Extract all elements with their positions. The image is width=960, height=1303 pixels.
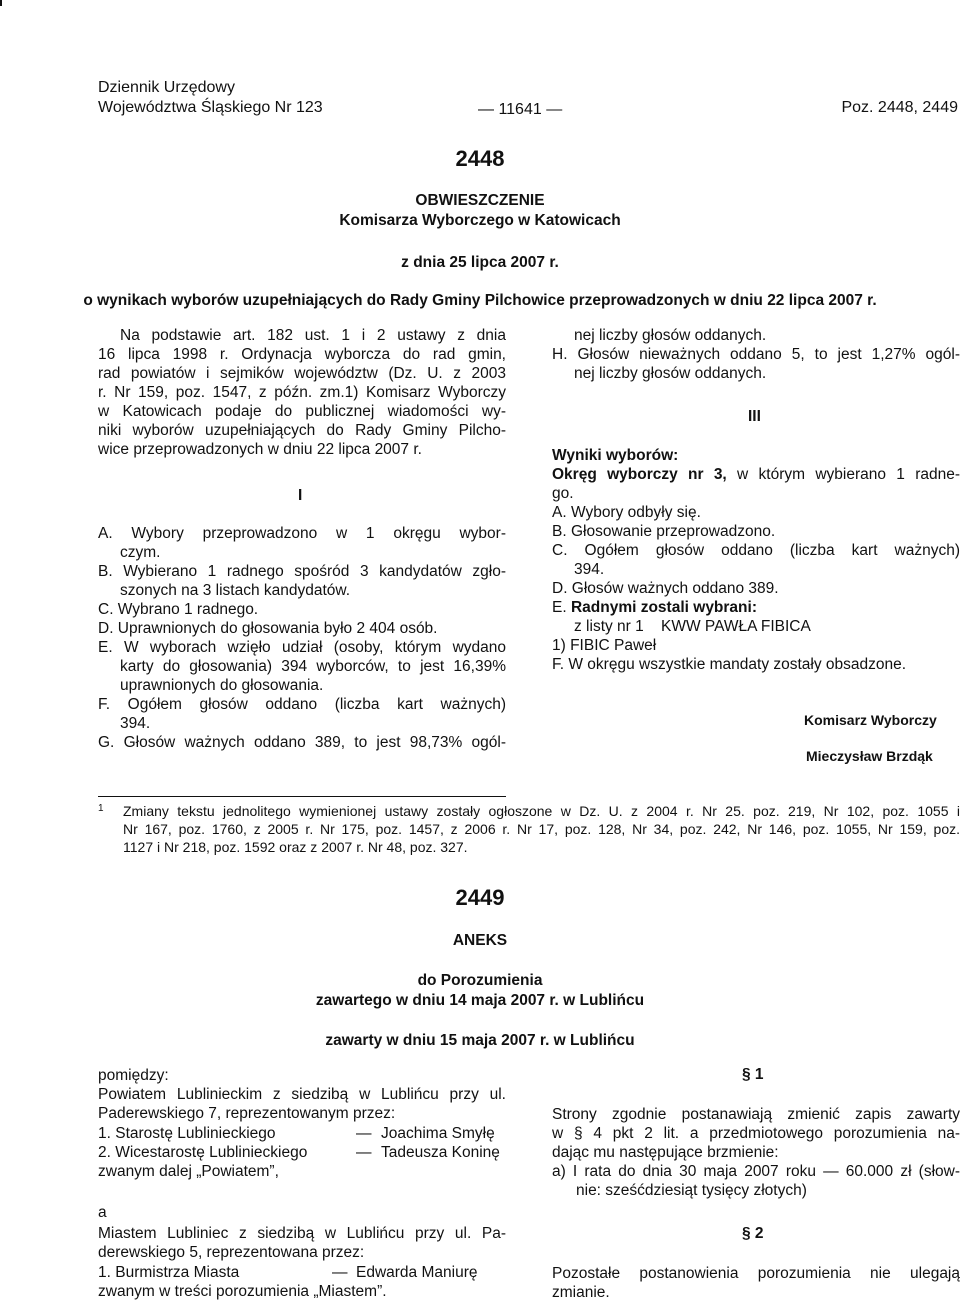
journal-subtitle: Województwa Śląskiego Nr 123 [98, 99, 323, 116]
list-line: z listy nr 1 KWW PAWŁA FIBICA [574, 618, 811, 635]
rep-dash: — [356, 1125, 372, 1142]
intro-line: Na podstawie art. 182 ust. 1 i 2 ustawy z dnia [120, 327, 506, 344]
paragraph-line: w § 4 pkt 2 lit. a przedmiotowego porozumienia na- [552, 1125, 960, 1142]
results-heading: Wyniki wyborów: [552, 447, 679, 464]
footnote-line: Zmiany tekstu jednolitego wymienionej ustawy zostały ogłoszone w Dz. U. z 2004 r. Nr 25. poz. 219, Nr 102, poz. 1055 i [123, 803, 960, 819]
party-line: Powiatem Lublinieckim z siedzibą w Lublińcu przy ul. [98, 1086, 506, 1103]
list-item: A. Wybory przeprowadzono w 1 okręgu wybor- [98, 525, 506, 542]
rep-name: Joachima Smyłę [381, 1125, 495, 1142]
list-item: D. Uprawnionych do głosowania było 2 404 osób. [98, 620, 438, 637]
list-item: C. Wybrano 1 radnego. [98, 601, 259, 618]
list-item: F. Ogółem głosów oddano (liczba kart ważnych) [98, 696, 506, 713]
party2-section [98, 1224, 506, 1262]
list-item: uprawnionych do głosowania. [120, 677, 324, 694]
page-number: — 11641 — [478, 101, 563, 118]
paragraph-line: dając mu następujące brzmienie: [552, 1144, 779, 1161]
result-item: F. W okręgu wszystkie mandaty zostały obsadzone. [552, 656, 907, 673]
list-item: szonych na 3 listach kandydatów. [120, 582, 351, 599]
doc-type: OBWIESZCZENIE [415, 192, 545, 209]
paragraph-line: Pozostałe postanowienia porozumienia nie ulegają [552, 1265, 960, 1282]
list-item: E. W wyborach wzięło udział (osoby, którym wydano [98, 639, 506, 656]
district-label: Okręg wyborczy nr 3, [552, 466, 727, 483]
rep-role: 1. Starostę Lublinieckiego [98, 1125, 276, 1142]
intro-line: w Katowicach podaje do publicznej wiadomości wy- [98, 403, 506, 420]
rep-dash: — [332, 1264, 348, 1281]
paragraph-2-heading: § 2 [742, 1225, 764, 1242]
party-line: Miastem Lubliniec z siedzibą w Lublińcu przy ul. Pa- [98, 1225, 506, 1242]
party-alias: zwanym w treści porozumienia „Miastem”. [98, 1283, 387, 1300]
district-text: w którym wybierano 1 radne- [726, 466, 960, 483]
result-item: 394. [574, 561, 605, 578]
doc-signed-date: zawarty w dniu 15 maja 2007 r. w Lublińcu [325, 1032, 635, 1049]
section-heading-I: I [298, 487, 303, 504]
list-item: H. Głosów nieważnych oddano 5, to jest 1,27% ogól- [552, 346, 960, 363]
rep-role: 2. Wicestarostę Lublinieckiego [98, 1144, 308, 1161]
paragraph-item: nie: sześćdziesiąt tysięcy złotych) [576, 1182, 807, 1199]
list-item: nej liczby głosów oddanych. [574, 365, 767, 382]
doc-subject: o wynikach wyborów uzupełniających do Rady Gminy Pilchowice przeprowadzonych w dniu 22 lipca 2007 r. [83, 292, 877, 309]
between-label: pomiędzy: [98, 1067, 169, 1084]
intro-line: wice przeprowadzonych w dniu 22 lipca 2007 r. [98, 441, 422, 458]
rep-role: 1. Burmistrza Miasta [98, 1264, 240, 1281]
intro-line: niki wyborów uzupełniających do Rady Gminy Pilcho- [98, 422, 506, 439]
paragraph-line: Strony zgodnie postanawiają zmienić zapis zawarty [552, 1106, 960, 1123]
footnote-mark: 1 [98, 803, 104, 814]
doc-date: z dnia 25 lipca 2007 r. [401, 254, 559, 271]
footnote-line: 1127 i Nr 218, poz. 1592 oraz z 2007 r. Nr 48, poz. 327. [123, 839, 468, 855]
doc-reference: do Porozumienia [417, 972, 543, 989]
results-list-left [98, 524, 506, 752]
page-corner-mark [0, 0, 2, 6]
section-heading-III: III [748, 408, 761, 425]
elected-heading [552, 598, 960, 617]
result-item: A. Wybory odbyły się. [552, 504, 701, 521]
elected-person: 1) FIBIC Paweł [552, 637, 657, 654]
result-item: C. Ogółem głosów oddano (liczba kart ważnych) [552, 542, 960, 559]
paragraph-item: a) I rata do dnia 30 maja 2007 roku — 60.000 zł (słow- [552, 1163, 960, 1180]
intro-line: rad powiatów i sejmików województw (Dz. U. z 2003 [98, 365, 506, 382]
party-line: derewskiego 5, reprezentowana przez: [98, 1244, 365, 1261]
signature-title: Komisarz Wyborczy [804, 712, 937, 728]
party-line: Paderewskiego 7, reprezentowanym przez: [98, 1105, 396, 1122]
intro-paragraph [98, 326, 506, 459]
intro-line: 16 lipca 1998 r. Ordynacja wyborcza do rad gmin, [98, 346, 506, 363]
paragraph-1 [552, 1105, 960, 1200]
doc-number-2449: 2449 [455, 885, 505, 910]
doc-issuer: Komisarza Wyborczego w Katowicach [339, 212, 621, 229]
list-item: czym. [120, 544, 161, 561]
and-conjunction: a [98, 1204, 107, 1221]
footnote [123, 802, 960, 856]
list-item: 394. [120, 715, 151, 732]
elected-label: Radnymi zostali wybrani: [570, 599, 757, 616]
paragraph-1-heading: § 1 [742, 1066, 764, 1083]
election-results [552, 446, 960, 674]
district-line-cont: go. [552, 485, 574, 502]
result-item: D. Głosów ważnych oddano 389. [552, 580, 779, 597]
doc-type-aneks: ANEKS [452, 932, 508, 949]
intro-line: r. Nr 159, poz. 1547, z późn. zm.1) Komisarz Wyborczy [98, 384, 506, 401]
list-item: nej liczby głosów oddanych. [574, 327, 767, 344]
rep-name: Tadeusza Koninę [381, 1144, 500, 1161]
results-list-right [552, 326, 960, 383]
district-line [552, 465, 960, 484]
footnote-line: Nr 167, poz. 1760, z 2005 r. Nr 175, poz. 1457, z 2006 r. Nr 17, poz. 128, Nr 34, poz. 242, Nr 146, poz. 1055, Nr 159, poz. [123, 821, 960, 837]
journal-title: Dziennik Urzędowy [98, 79, 235, 96]
footnote-rule [98, 796, 506, 797]
party-alias: zwanym dalej „Powiatem”, [98, 1163, 279, 1180]
list-item: B. Wybierano 1 radnego spośród 3 kandydatów zgło- [98, 563, 506, 580]
signature-name: Mieczysław Brzdąk [806, 748, 933, 764]
rep-dash: — [356, 1144, 372, 1161]
doc-reference-date: zawartego w dniu 14 maja 2007 r. w Lublińcu [315, 992, 645, 1009]
list-item: karty do głosowania) 394 wyborców, to jest 16,39% [120, 658, 506, 675]
parties-section [98, 1066, 506, 1123]
paragraph-line: zmianie. [552, 1284, 610, 1301]
result-item: B. Głosowanie przeprowadzono. [552, 523, 776, 540]
doc-number-2448: 2448 [455, 146, 505, 171]
list-item: G. Głosów ważnych oddano 389, to jest 98,73% ogól- [98, 734, 506, 751]
elected-prefix: E. [552, 599, 571, 616]
paragraph-2 [552, 1264, 960, 1302]
rep-name: Edwarda Maniurę [356, 1264, 478, 1281]
position-numbers: Poz. 2448, 2449 [841, 99, 958, 116]
